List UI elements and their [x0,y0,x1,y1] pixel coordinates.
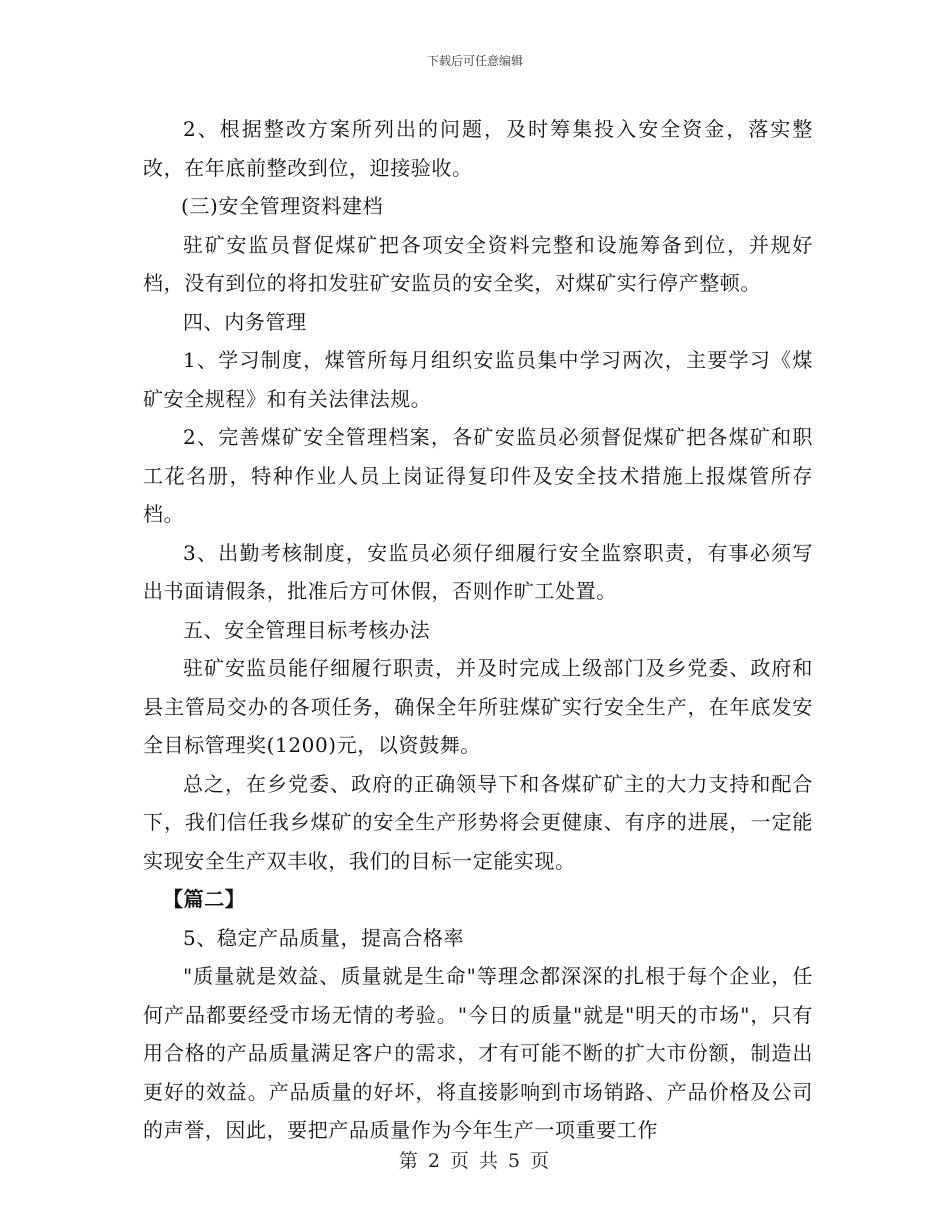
document-body [143,110,813,1150]
paragraph-quality: "质量就是效益、质量就是生命"等理念都深深的扎根于每个企业，任何产品都要经受市场无情的考验。"今日的质量"就是"明天的市场"，只有用合格的产品质量满足客户的需求，才有可能不断的扩大市份额，制造出更好的效益。产品质量的好坏，将直接影响到市场销路、产品价格及公司的声誉，因此，要把产品质量作为今年生产一项重要工作 [143,964,813,1142]
paragraph-study-system: 1、学习制度，煤管所每月组织安监员集中学习两次，主要学习《煤矿安全规程》和有关法律法规。 [143,348,813,411]
section-heading-assessment: 五、安全管理目标考核办法 [183,617,431,642]
section-heading-quality: 5、稳定产品质量，提高合格率 [183,925,465,950]
section-heading-internal-affairs: 四、内务管理 [183,309,307,334]
page-header: 下载后可任意编辑 [426,54,523,68]
footer-suffix: 页 [530,1150,552,1172]
footer-total-pages: 5 [508,1150,523,1172]
footer-middle: 页 共 [449,1150,501,1172]
part-two-heading: 【篇二】 [163,887,246,911]
paragraph-attendance: 3、出勤考核制度，安监员必须仔细履行安全监察职责，有事必须写出书面请假条，批准后方可休假，否则作旷工处置。 [143,540,813,603]
page-footer [0,1146,950,1173]
paragraph-records: 驻矿安监员督促煤矿把各项安全资料完整和设施筹备到位，并规好档，没有到位的将扣发驻矿安监员的安全奖，对煤矿实行停产整顿。 [143,232,813,295]
paragraph-safety-archives: 2、完善煤矿安全管理档案，各矿安监员必须督促煤矿把各煤矿和职工花名册，特种作业人员上岗证得复印件及安全技术措施上报煤管所存档。 [143,425,813,526]
section-heading-records: (三)安全管理资料建档 [181,194,384,218]
paragraph-conclusion: 总之，在乡党委、政府的正确领导下和各煤矿矿主的大力支持和配合下，我们信任我乡煤矿的安全生产形势将会更健康、有序的进展，一定能实现安全生产双丰收，我们的目标一定能实现。 [143,771,813,873]
footer-prefix: 第 [398,1150,420,1172]
paragraph-assessment: 驻矿安监员能仔细履行职责，并及时完成上级部门及乡党委、政府和县主管局交办的各项任务，确保全年所驻煤矿实行安全生产，在年底发安全目标管理奖(1200)元，以资鼓舞。 [143,656,813,757]
footer-current-page: 2 [427,1150,442,1172]
paragraph-rectification-funds: 2、根据整改方案所列出的问题，及时筹集投入安全资金，落实整改，在年底前整改到位，迎接验收。 [143,117,813,180]
